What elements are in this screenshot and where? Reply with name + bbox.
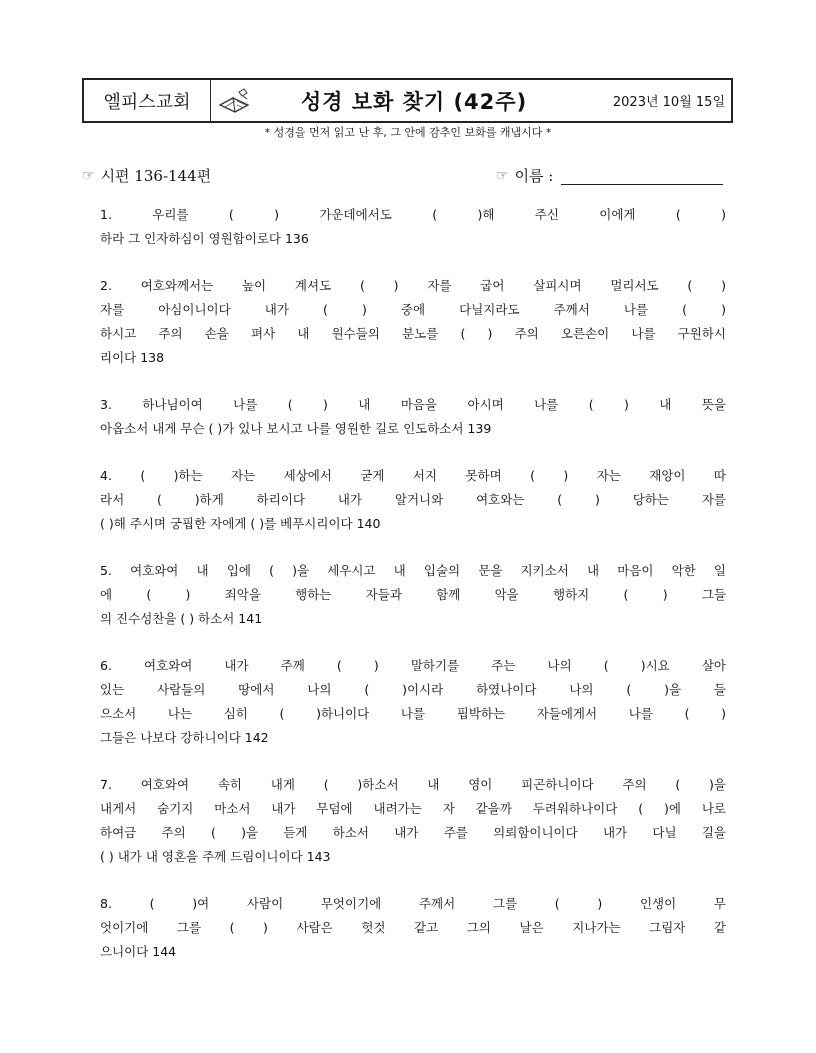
passage-text: 시편 136-144편 xyxy=(100,167,212,185)
question-6 xyxy=(100,654,726,750)
question-line: 아옵소서 내게 무슨 ( )가 있나 보시고 나를 영원한 길로 인도하소서 139 xyxy=(100,421,492,436)
name-label: 이름 : xyxy=(514,167,554,185)
church-name: 엘피스교회 xyxy=(84,80,211,121)
worksheet-header xyxy=(82,78,733,123)
question-line: 에 ( ) 죄악을 행하는 자들과 함께 악을 행하지 ( ) 그들 xyxy=(100,587,726,602)
question-line: 6. 여호와여 내가 주께 ( ) 말하기를 주는 나의 ( )시요 살아 xyxy=(100,658,726,673)
question-2 xyxy=(100,274,726,370)
question-line: 4. ( )하는 자는 세상에서 굳게 서지 못하며 ( ) 자는 재앙이 따 xyxy=(100,468,726,483)
question-5 xyxy=(100,559,726,631)
question-line: 1. 우리를 ( ) 가운데에서도 ( )해 주신 이에게 ( ) xyxy=(100,207,726,222)
bible-book-icon xyxy=(211,80,257,121)
question-line: 8. ( )여 사람이 무엇이기에 주께서 그를 ( ) 인생이 무 xyxy=(100,896,726,911)
question-line: 5. 여호와여 내 입에 ( )을 세우시고 내 입술의 문을 지키소서 내 마음이 악한 일 xyxy=(100,563,726,578)
pointing-hand-icon: ☞ xyxy=(82,167,95,184)
question-line: 2. 여호와께서는 높이 계셔도 ( ) 자를 굽어 살피시며 멀리서도 ( ) xyxy=(100,278,726,293)
question-line: 하여금 주의 ( )을 듣게 하소서 내가 주를 의뢰함이니이다 내가 다닐 길을 xyxy=(100,825,726,840)
question-line: 그들은 나보다 강하니이다 142 xyxy=(100,730,269,745)
question-line: 으소서 나는 심히 ( )하니이다 나를 핍박하는 자들에게서 나를 ( ) xyxy=(100,706,726,721)
page-title: 성경 보화 찾기 (42주) xyxy=(300,89,528,114)
name-input-line[interactable] xyxy=(561,167,723,185)
instruction-text: * 성경을 먼저 읽고 난 후, 그 안에 감추인 보화를 캐냅시다 * xyxy=(264,126,552,139)
passage-reference xyxy=(82,165,211,186)
question-line: 있는 사람들의 땅에서 나의 ( )이시라 하였나이다 나의 ( )을 들 xyxy=(100,682,726,697)
question-7 xyxy=(100,773,726,869)
question-line: 하시고 주의 손을 펴사 내 원수들의 분노를 ( ) 주의 오른손이 나를 구원하시 xyxy=(100,326,726,341)
worksheet-date: 2023년 10월 15일 xyxy=(612,95,725,110)
question-line: 라서 ( )하게 하리이다 내가 알거니와 여호와는 ( ) 당하는 자를 xyxy=(100,492,726,507)
question-line: ( )해 주시며 궁핍한 자에게 ( )를 베푸시리이다 140 xyxy=(100,516,381,531)
question-line: 내게서 숨기지 마소서 내가 무덤에 내려가는 자 같을까 두려워하나이다 ( )에 나로 xyxy=(100,801,726,816)
question-line: 7. 여호와여 속히 내게 ( )하소서 내 영이 피곤하니이다 주의 ( )을 xyxy=(100,777,726,792)
question-line: 으니이다 144 xyxy=(100,944,177,959)
question-line: 리이다 138 xyxy=(100,350,165,365)
pointing-hand-icon: ☞ xyxy=(496,167,509,184)
question-line: 3. 하나님이여 나를 ( ) 내 마음을 아시며 나를 ( ) 내 뜻을 xyxy=(100,397,726,412)
question-line: 의 진수성찬을 ( ) 하소서 141 xyxy=(100,611,263,626)
question-4 xyxy=(100,464,726,536)
question-line: 자를 아심이니이다 내가 ( ) 중에 다닐지라도 주께서 나를 ( ) xyxy=(100,302,726,317)
question-1 xyxy=(100,203,726,251)
question-line: 엇이기에 그를 ( ) 사람은 헛것 같고 그의 날은 지나가는 그림자 같 xyxy=(100,920,726,935)
question-8 xyxy=(100,892,726,964)
question-line: 하라 그 인자하심이 영원함이로다 136 xyxy=(100,231,309,246)
question-3 xyxy=(100,393,726,441)
question-list xyxy=(100,203,726,987)
question-line: ( ) 내가 내 영혼을 주께 드림이니이다 143 xyxy=(100,849,331,864)
name-field xyxy=(496,165,723,186)
